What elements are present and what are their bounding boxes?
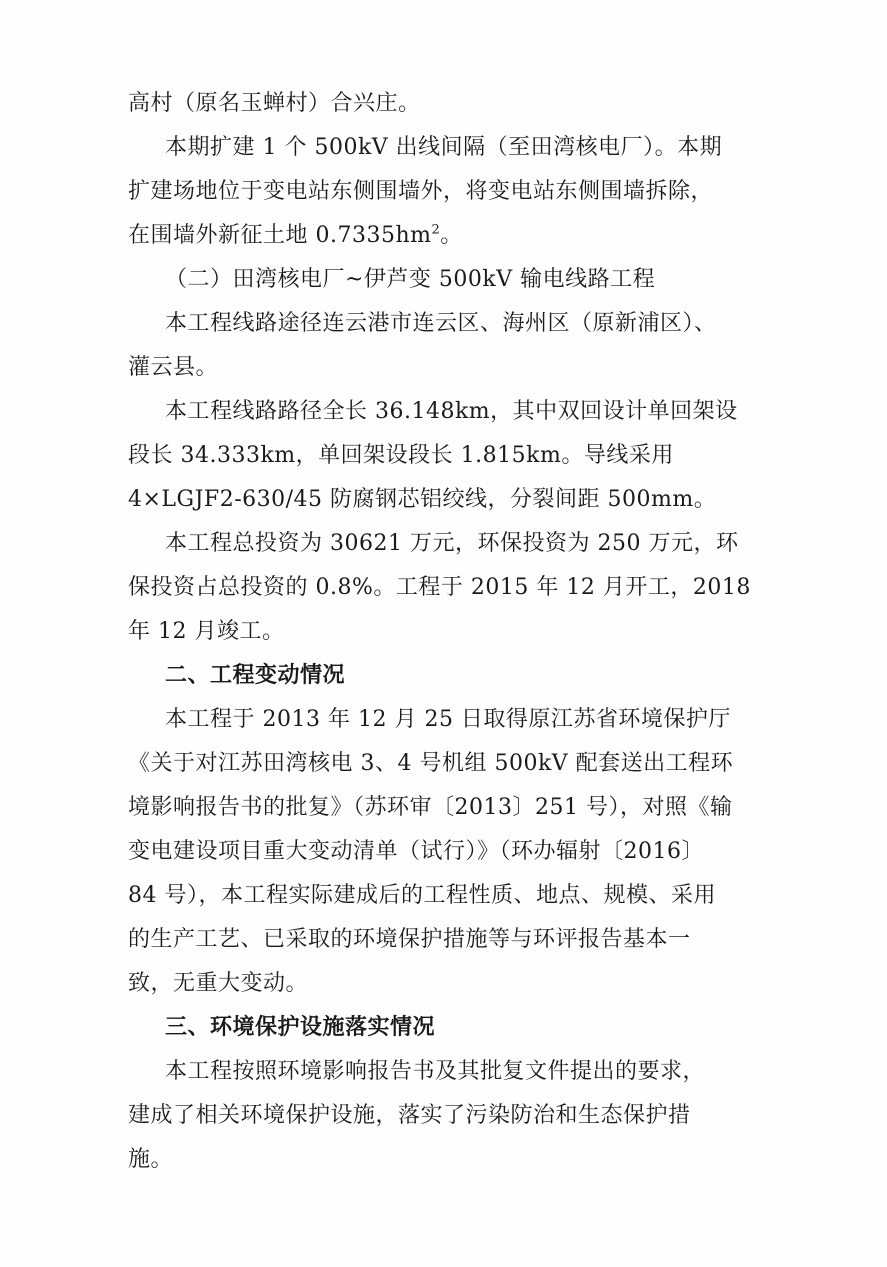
- text-line-9: 段长 34.333km，单回架设段长 1.815km。导线采用: [128, 443, 674, 468]
- text-line-1: 高村（原名玉蝉村）合兴庄。: [128, 91, 421, 116]
- text-line-17: 境影响报告书的批复》（苏环审〔2013〕251 号），对照《输: [128, 795, 733, 820]
- text-line-23: 本工程按照环境影响报告书及其批复文件提出的要求，: [165, 1059, 706, 1084]
- text-line-16: 《关于对江苏田湾核电 3、4 号机组 500kV 配套送出工程环: [128, 751, 734, 776]
- text-line-3: 扩建场地位于变电站东侧围墙外，将变电站东侧围墙拆除，: [128, 179, 714, 204]
- text-line-13: 年 12 月竣工。: [128, 619, 285, 644]
- text-line-11: 本工程总投资为 30621 万元，环保投资为 250 万元，环: [165, 531, 739, 556]
- text-line-10: 4×LGJF2-630/45 防腐钢芯铝绞线，分裂间距 500mm。: [128, 487, 717, 512]
- text-line-7: 灌云县。: [128, 355, 219, 380]
- text-line-12: 保投资占总投资的 0.8%。工程于 2015 年 12 月开工，2018: [128, 575, 751, 600]
- text-line-25: 施。: [128, 1147, 174, 1172]
- text-line-4: [128, 221, 463, 251]
- heading-env-protection: 三、环境保护设施落实情况: [165, 1015, 436, 1040]
- section-heading-2: （二）田湾核电厂~伊芦变 500kV 输电线路工程: [165, 267, 656, 292]
- text-line-6: 本工程线路途径连云港市连云区、海州区（原新浦区）、: [165, 311, 717, 336]
- heading-project-changes: 二、工程变动情况: [165, 663, 346, 688]
- text-line-2: 本期扩建 1 个 500kV 出线间隔（至田湾核电厂）。本期: [165, 135, 723, 160]
- text-line-20: 的生产工艺、已采取的环境保护措施等与环评报告基本一: [128, 927, 691, 952]
- superscript-2: 2: [431, 222, 441, 238]
- text-line-15: 本工程于 2013 年 12 月 25 日取得原江苏省环境保护厅: [165, 707, 731, 732]
- text-line-18: 变电建设项目重大变动清单（试行）》（环办辐射〔2016〕: [128, 839, 704, 864]
- text-line-8: 本工程线路路径全长 36.148km，其中双回设计单回架设: [165, 399, 738, 424]
- text-line-4-end: 。: [440, 223, 463, 248]
- text-line-19: 84 号），本工程实际建成后的工程性质、地点、规模、采用: [128, 883, 716, 908]
- text-line-4-main: 在围墙外新征土地 0.7335hm: [128, 223, 432, 248]
- text-line-21: 致，无重大变动。: [128, 971, 309, 996]
- text-line-24: 建成了相关环境保护设施，落实了污染防治和生态保护措: [128, 1103, 691, 1128]
